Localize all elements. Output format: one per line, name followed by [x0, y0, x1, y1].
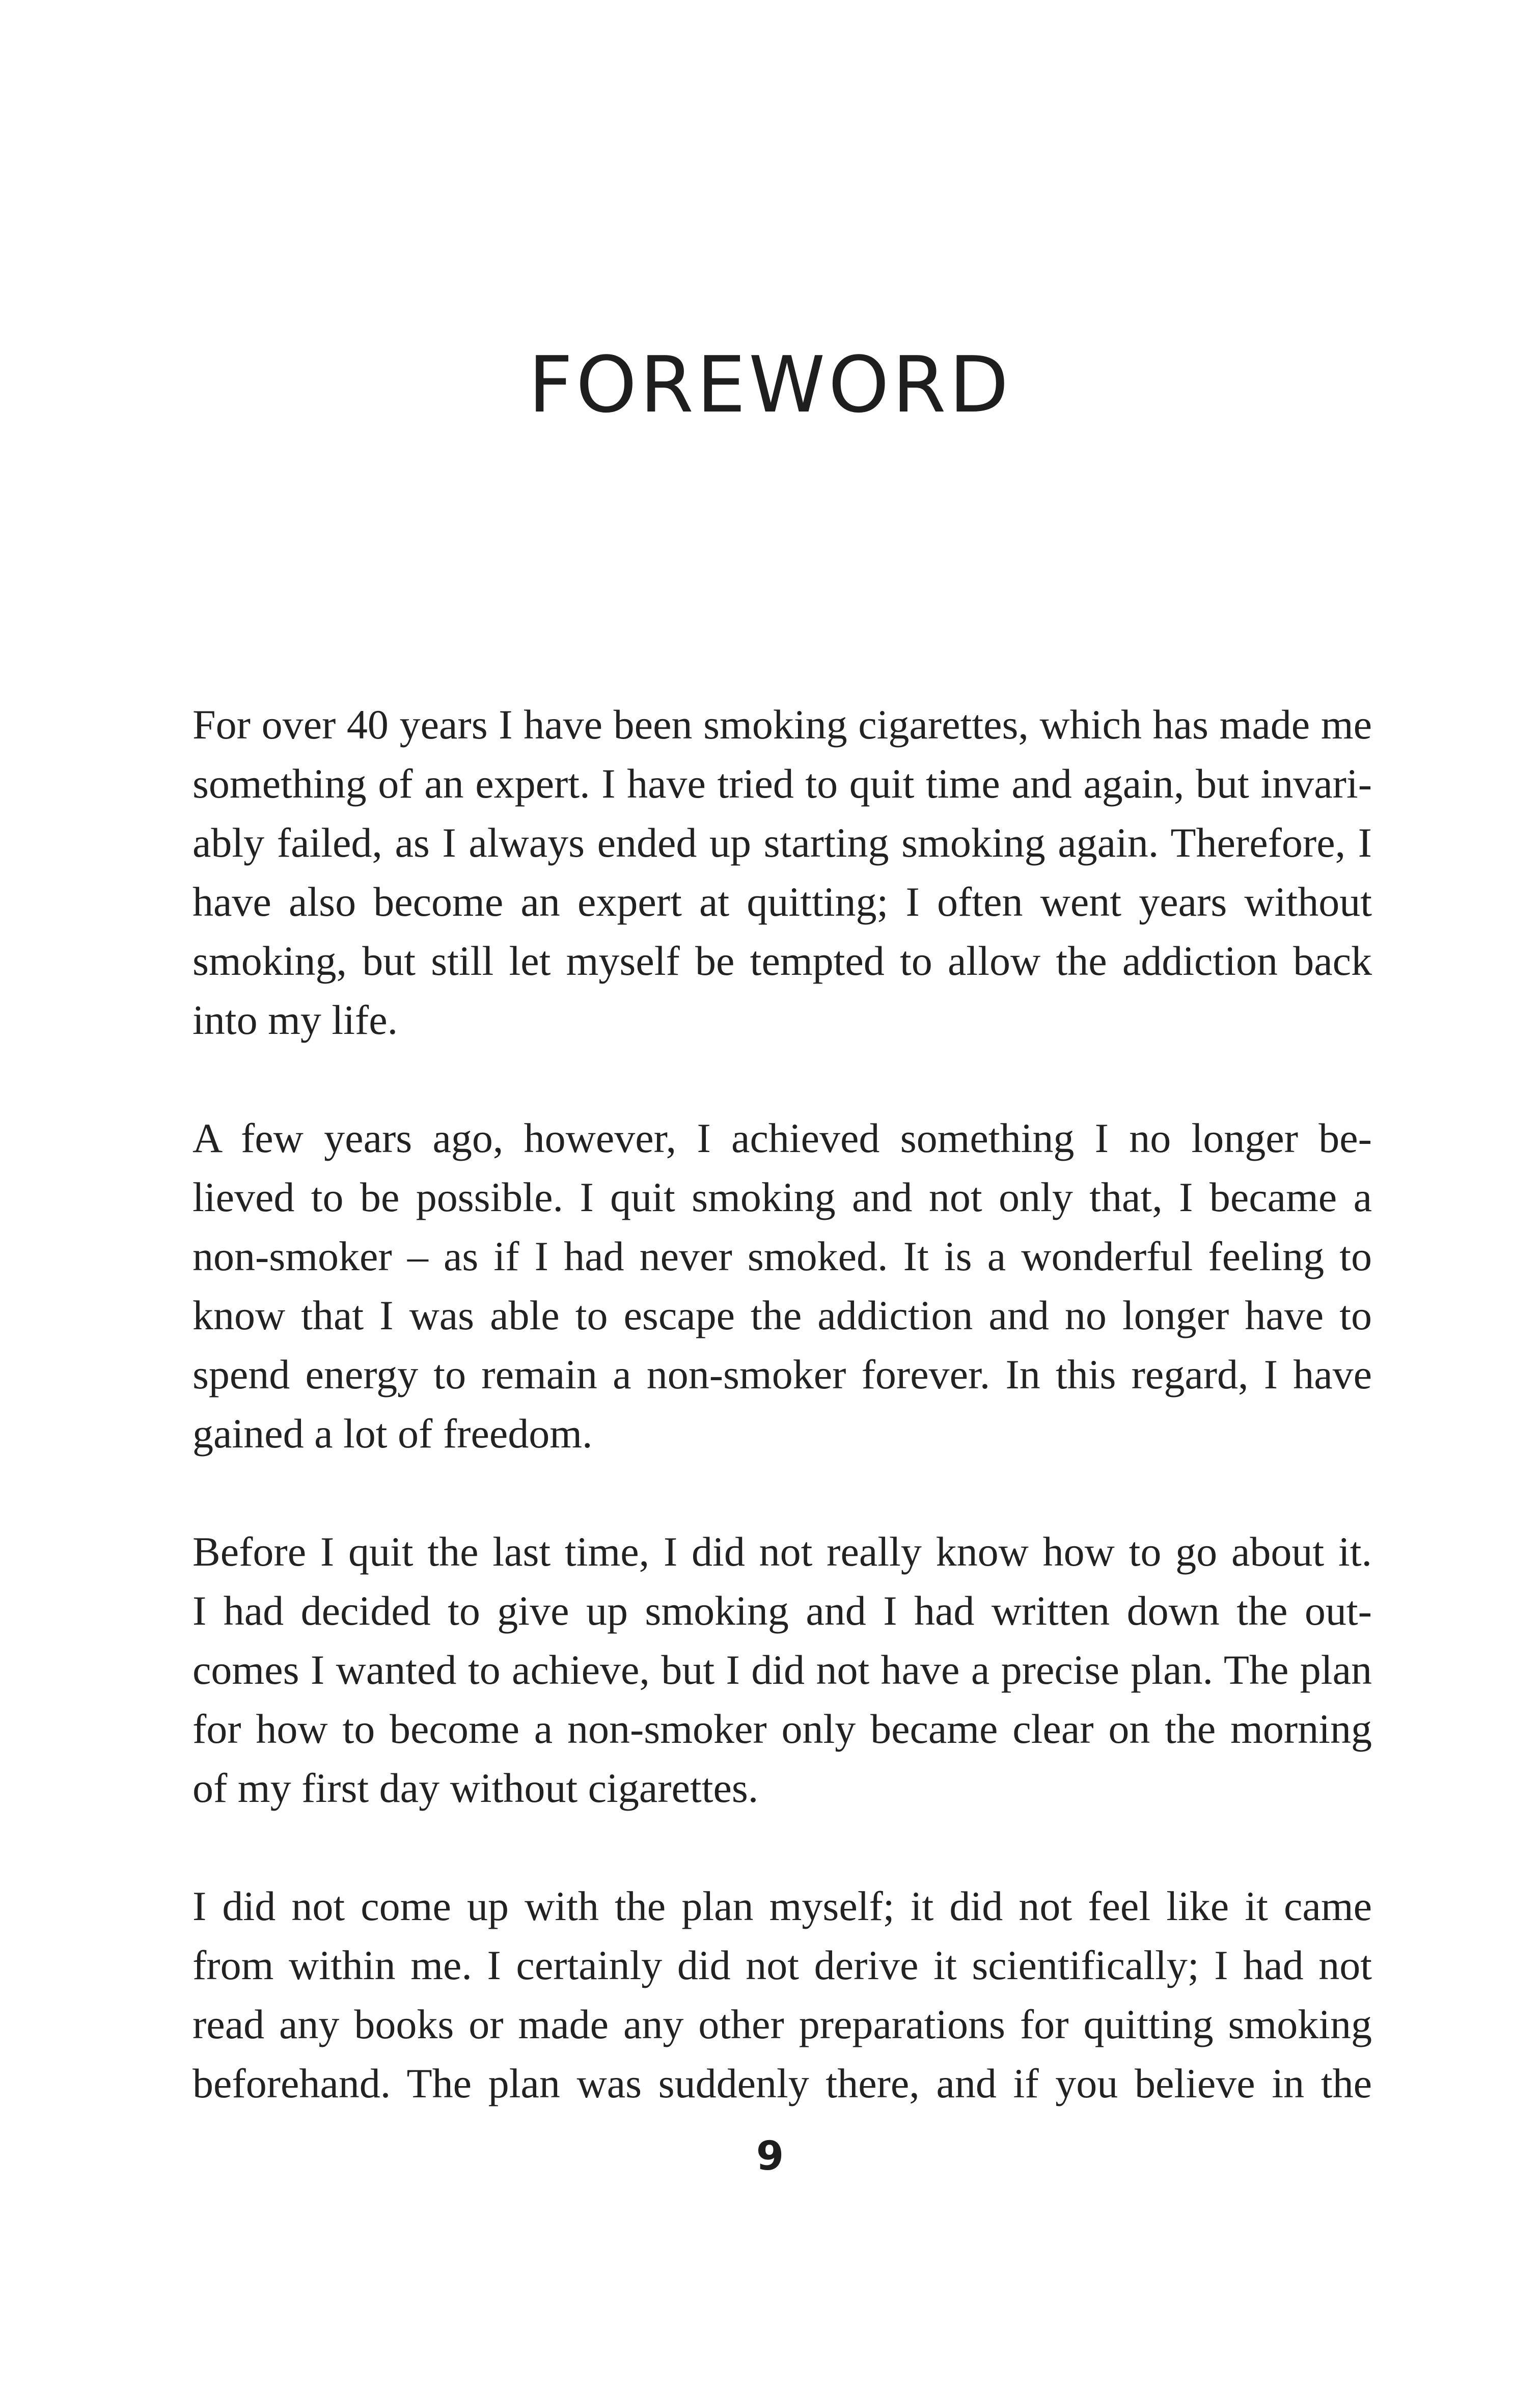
- text-line: gained a lot of freedom.: [193, 1410, 593, 1457]
- paragraph-2: [193, 1109, 1372, 1463]
- text-line: ably failed, as I always ended up starting smoking again. Therefore, I: [193, 819, 1372, 866]
- text-line: something of an expert. I have tried to quit time and again, but invari-: [193, 760, 1372, 807]
- text-line: for how to become a non-smoker only became clear on the morning: [193, 1706, 1372, 1752]
- text-line: comes I wanted to achieve, but I did not have a precise plan. The plan: [193, 1647, 1372, 1693]
- paragraph-1: [193, 695, 1372, 1050]
- text-line: I had decided to give up smoking and I had written down the out-: [193, 1587, 1372, 1634]
- text-line: beforehand. The plan was suddenly there, and if you believe in the: [193, 2060, 1372, 2106]
- text-line: lieved to be possible. I quit smoking and not only that, I became a: [193, 1174, 1372, 1220]
- text-line: For over 40 years I have been smoking cigarettes, which has made me: [193, 701, 1372, 748]
- text-line: Before I quit the last time, I did not really know how to go about it.: [193, 1528, 1372, 1575]
- text-line: smoking, but still let myself be tempted to allow the addiction back: [193, 938, 1372, 984]
- text-line: into my life.: [193, 997, 398, 1043]
- body-text: [193, 695, 1372, 2172]
- text-line: have also become an expert at quitting; I often went years without: [193, 879, 1372, 925]
- text-line: read any books or made any other preparations for quitting smoking: [193, 2001, 1372, 2047]
- text-line: know that I was able to escape the addiction and no longer have to: [193, 1292, 1372, 1338]
- paragraph-4: [193, 1877, 1372, 2113]
- chapter-title: FOREWORD: [528, 340, 1012, 430]
- paragraph-3: [193, 1522, 1372, 1818]
- text-line: I did not come up with the plan myself; it did not feel like it came: [193, 1883, 1372, 1929]
- text-line: spend energy to remain a non-smoker forever. In this regard, I have: [193, 1351, 1372, 1398]
- text-line: of my first day without cigarettes.: [193, 1765, 759, 1811]
- text-line: from within me. I certainly did not derive it scientifically; I had not: [193, 1942, 1372, 1988]
- text-line: non-smoker – as if I had never smoked. It is a wonderful feeling to: [193, 1233, 1372, 1279]
- page-number: 9: [756, 2133, 784, 2179]
- text-line: A few years ago, however, I achieved something I no longer be-: [193, 1115, 1372, 1161]
